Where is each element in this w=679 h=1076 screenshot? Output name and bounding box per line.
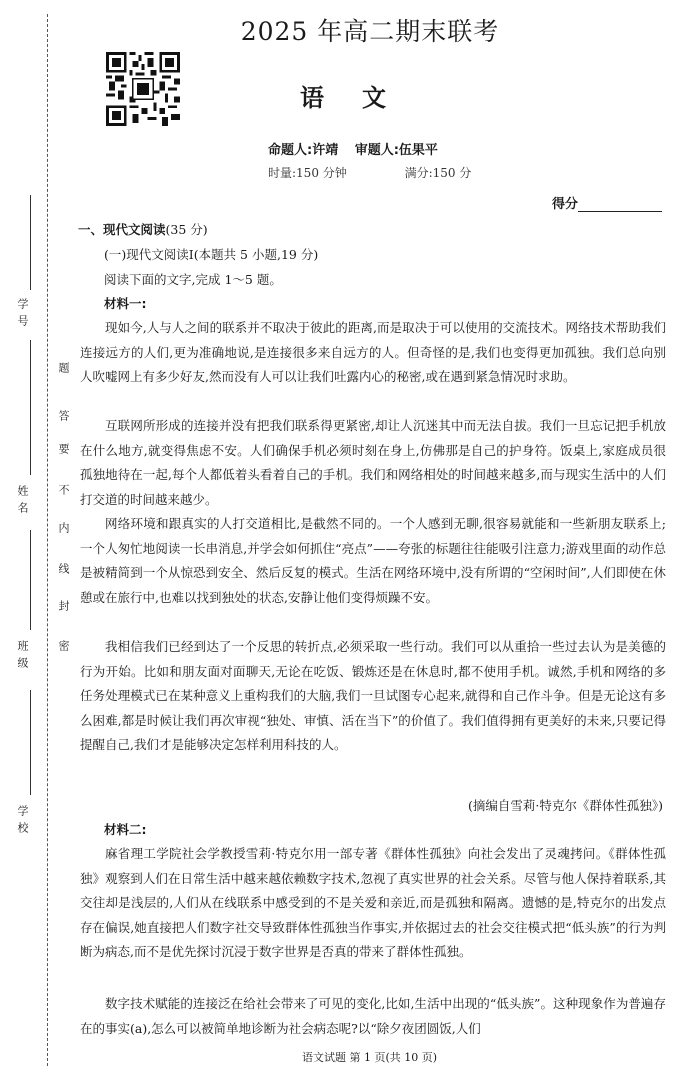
full-score: 满分:150 分 xyxy=(404,166,472,180)
section-title: 一、现代文阅读 xyxy=(78,222,166,237)
material-1-paragraph: 网络环境和跟真实的人打交道相比,是截然不同的。一个人感到无聊,很容易就能和一些新朋友联系上;一个人匆忙地阅读一长串消息,并学会如何抓住“亮点”——夸张的标题往往能吸引注意力;游戏里面的动作总是被精简到一个从惊恐到安全、然后反复的模式。生活在网络环境中,没有所谓的“空闲时间”,人们即使在休憩或在旅行中,也难以找到独处的状态,安静让他们变得烦躁不安。 xyxy=(80,516,666,605)
authors-line xyxy=(268,139,450,158)
instruction: 阅读下面的文字,完成 1～5 题。 xyxy=(104,272,282,287)
qr-code-icon[interactable] xyxy=(106,52,180,126)
score-blank[interactable] xyxy=(578,197,662,212)
material-2-label: 材料二: xyxy=(104,822,147,837)
exam-title: 2025 年高二期末联考 xyxy=(240,17,500,46)
seal-char: 要 xyxy=(57,443,70,454)
score-field xyxy=(552,193,662,212)
class-blank[interactable] xyxy=(30,530,31,630)
subsection-heading: (一)现代文阅读Ⅰ(本题共 5 小题,19 分) xyxy=(104,247,319,262)
section-points: (35 分) xyxy=(165,222,208,237)
material-1-paragraph: 我相信我们已经到达了一个反思的转折点,必须采取一些行动。我们可以从重拾一些过去认为是美德的行为开始。比如和朋友面对面聊天,无论在吃饭、锻炼还是在休息时,都不使用手机。诚然,手机和网络的多任务处理模式已在某种意义上重构我们的大脑,我们一旦试图专心起来,就得和自己作斗争。但是无论这有多么困难,都是时候让我们再次审视“独处、审慎、活在当下”的价值了。我们值得拥有更美好的未来,只要记得提醒自己,我们才是能够决定怎样利用科技的人。 xyxy=(80,639,666,752)
label-school: 学校 xyxy=(16,805,29,839)
setter-name: 命题人:许靖 xyxy=(268,143,339,158)
seal-char: 线 xyxy=(57,563,70,574)
time-limit: 时量:150 分钟 xyxy=(268,166,347,180)
section-heading xyxy=(78,220,208,238)
label-student-number: 学号 xyxy=(16,298,29,332)
reviewer-name: 审题人:伍果平 xyxy=(354,143,438,158)
seal-char: 题 xyxy=(57,362,70,373)
seal-char: 不 xyxy=(57,484,70,495)
binding-dashed-line xyxy=(47,14,48,1066)
score-label: 得分 xyxy=(552,197,579,212)
name-blank[interactable] xyxy=(30,340,31,475)
student-number-blank[interactable] xyxy=(30,195,31,290)
seal-char: 答 xyxy=(57,410,70,421)
seal-char: 密 xyxy=(57,640,70,651)
material-1-paragraph: 现如今,人与人之间的联系并不取决于彼此的距离,而是取决于可以使用的交流技术。网络技术帮助我们连接远方的人们,更为准确地说,是连接很多来自远方的人。但奇怪的是,我们也变得更加孤独。我们总向别人吹嘘网上有多少好友,然而没有人可以让我们吐露内心的秘密,或在遇到紧急情况时求助。 xyxy=(80,320,666,384)
label-name: 姓名 xyxy=(16,485,29,519)
seal-char: 内 xyxy=(57,522,70,533)
material-1-paragraph: 互联网所形成的连接并没有把我们联系得更紧密,却让人沉迷其中而无法自拔。我们一旦忘记把手机放在什么地方,就变得焦虑不安。人们确保手机必须时刻在身上,仿佛那是自己的护身符。饭桌上,家庭成员很孤独地待在一起,每个人都低着头看着自己的手机。我们和网络相处的时间越来越多,而与现实生活中的人们打交道的时间越来越少。 xyxy=(80,418,666,507)
label-class: 班级 xyxy=(16,640,29,674)
page-footer: 语文试题 第 1 页(共 10 页) xyxy=(301,1051,438,1064)
seal-char: 封 xyxy=(57,600,70,611)
material-2-paragraph: 麻省理工学院社会学教授雪莉·特克尔用一部专著《群体性孤独》向社会发出了灵魂拷问。《群体性孤独》观察到人们在日常生活中越来越依赖数字技术,忽视了真实世界的社会关系。尽管与他人保持着联系,其交往却是浅层的,人们从在线联系中感受到的不是关爱和亲近,而是孤独和隔离。遗憾的是,特克尔的出发点存在偏误,她直接把人们数字社交导致群体性孤独当作事实,并依据过去的社会交往模式把“低头族”的行为判断为病态,而不是优先探讨沉浸于数字世界是否真的带来了群体性孤独。 xyxy=(80,846,666,959)
material-1-label: 材料一: xyxy=(104,296,147,311)
exam-info xyxy=(268,164,525,181)
school-blank[interactable] xyxy=(30,690,31,795)
subject-title: 语文 xyxy=(300,84,424,112)
material-1-source: (摘编自雪莉·特克尔《群体性孤独》) xyxy=(468,798,663,813)
material-2-paragraph: 数字技术赋能的连接泛在给社会带来了可见的变化,比如,生活中出现的“低头族”。这种现象作为普遍存在的事实(a),怎么可以被简单地诊断为社会病态呢?以“除夕夜团圆饭,人们 xyxy=(80,996,666,1036)
